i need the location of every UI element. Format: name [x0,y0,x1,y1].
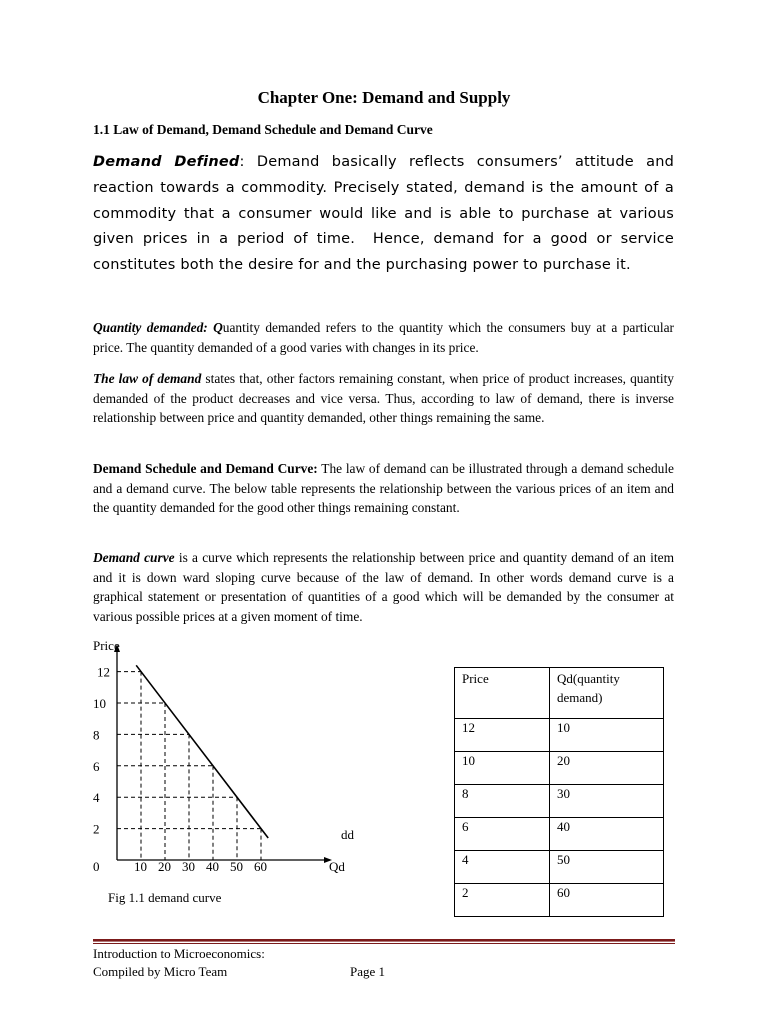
y-tick-label: 4 [93,790,100,806]
tick-labels [93,665,267,874]
table-cell: 40 [550,818,664,851]
footer-compiler: Compiled by Micro Team [93,964,228,979]
footer-page-number: Page 1 [350,964,386,979]
table-header-cell: Qd(quantity demand) [550,668,664,719]
demand-definition-paragraph [93,150,674,279]
figure-caption: Fig 1.1 demand curve [108,890,222,905]
footer-rule [93,939,675,945]
table-row [455,851,664,884]
demand-curve-term: Demand curve [93,550,175,565]
quantity-demanded-text: uantity demanded refers to the quantity which the consumers buy at a particular price. The quantity demanded of a good varies with changes in its price. [93,320,674,355]
demand-defined-text: : Demand basically reflects consumers’ attitude and reaction towards a commodity. Precisely stated, demand is the amount of a commodity that a consumer would like and is able to purchase at various given prices in a period of time. Hence, demand for a good or service constitutes both the desire for and the purchasing power to purchase it. [93,154,674,274]
table-cell: 30 [550,785,664,818]
y-tick-label: 10 [93,696,106,711]
demand-schedule-text: The law of demand can be illustrated through a demand schedule and a demand curve. The below table represents the relationship between the various prices of an item and the quantity demanded for the good other things remaining constant. [93,461,674,516]
x-axis-label: Qd [329,859,345,874]
section-heading: 1.1 Law of Demand, Demand Schedule and Demand Curve [93,122,433,137]
table-row [455,884,664,917]
table-cell: 60 [550,884,664,917]
table-row [455,785,664,818]
table-row [455,818,664,851]
table-cell: 20 [550,752,664,785]
table-row [455,752,664,785]
table-cell: 2 [455,884,550,917]
x-tick-label: 40 [206,859,219,874]
y-tick-label: 2 [93,821,100,837]
y-tick-label: 6 [93,758,100,774]
quantity-demanded-paragraph [93,318,674,357]
x-tick-label: 20 [158,859,171,874]
series-label-dd: dd [341,827,354,842]
y-axis-label: Price [93,638,120,653]
table-header-row [455,668,664,719]
table-header-cell: Price [455,668,550,719]
demand-curve-paragraph [93,548,674,626]
demand-line [136,665,268,838]
demand-schedule-term: Demand Schedule and Demand Curve: [93,461,318,476]
table-cell: 12 [455,719,550,752]
demand-curve-chart [85,636,385,908]
x-tick-label: 30 [182,859,195,874]
table-cell: 10 [455,752,550,785]
y-tick-label: 12 [97,664,110,680]
quantity-demanded-term: Quantity demanded: Q [93,320,223,335]
x-tick-label: 0 [93,859,100,874]
table-cell: 8 [455,785,550,818]
table-row [455,719,664,752]
guide-lines [117,672,261,860]
demand-defined-term: Demand Defined [93,154,240,170]
demand-schedule-paragraph [93,459,674,518]
table-cell: 10 [550,719,664,752]
demand-schedule-table [454,667,664,917]
demand-line-group [136,665,268,838]
y-tick-label: 8 [93,727,100,743]
x-tick-label: 50 [230,859,243,874]
table-cell: 6 [455,818,550,851]
table-cell: 4 [455,851,550,884]
law-of-demand-term: The law of demand [93,371,202,386]
x-tick-label: 10 [134,859,147,874]
demand-curve-text: is a curve which represents the relationship between price and quantity demand of an item and it is down ward sloping curve because of the law of demand. In other words demand curve is a graphical statement or presentation of quantities of a good which will be demanded by the consumer at various possible prices at a given moment of time. [93,550,674,624]
footer-course: Introduction to Microeconomics: [93,946,265,961]
x-tick-label: 60 [254,859,267,874]
law-of-demand-paragraph [93,369,674,428]
law-of-demand-text: states that, other factors remaining constant, when price of product increases, quantity demanded of the product decreases and vice versa. Thus, according to law of demand, there is inverse relationship between price and quantity demanded, other things remaining the same. [93,371,675,426]
chapter-title: Chapter One: Demand and Supply [257,88,511,107]
table-cell: 50 [550,851,664,884]
